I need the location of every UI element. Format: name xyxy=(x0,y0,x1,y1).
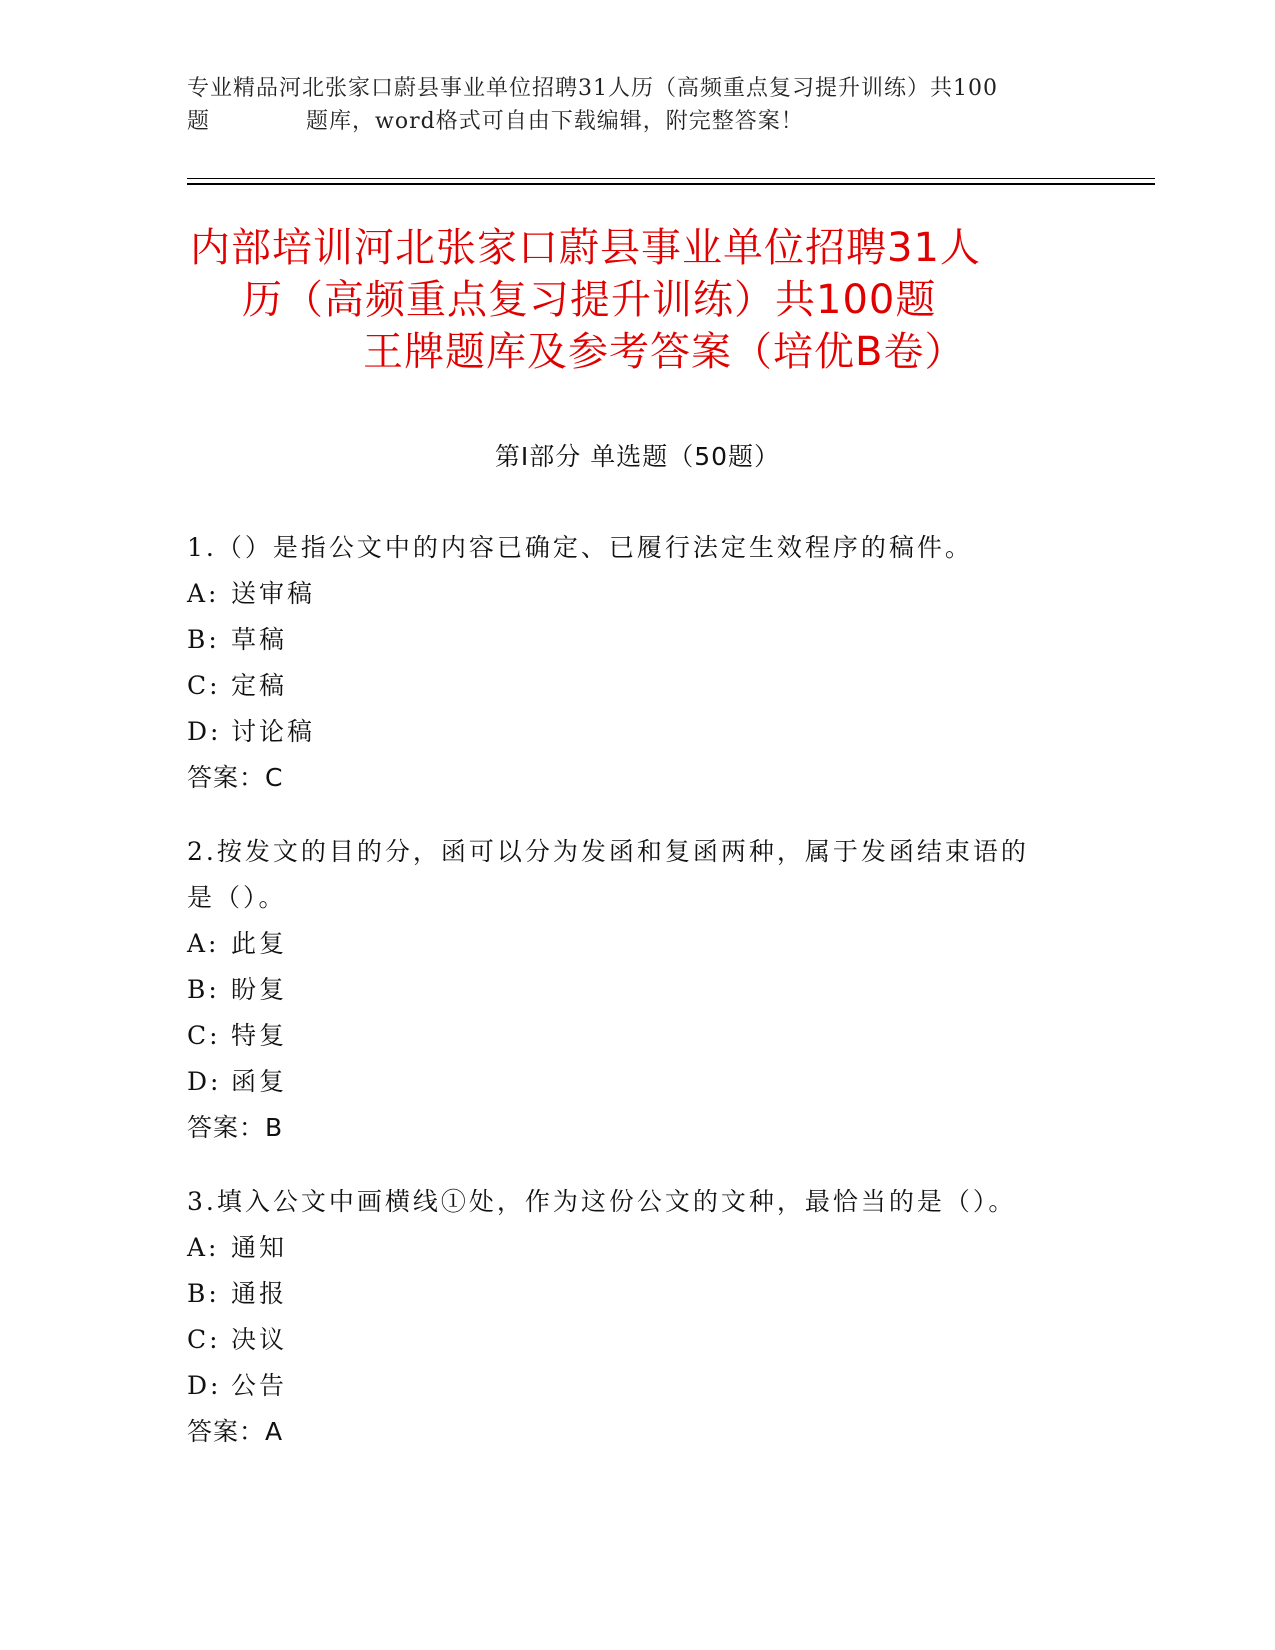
option-label: B: xyxy=(187,1279,220,1308)
answer-line: 答案：A xyxy=(187,1417,284,1446)
section-title: 第Ⅰ部分 单选题（50题） xyxy=(494,442,781,471)
option-label: A: xyxy=(187,1233,220,1262)
question-stem: 2.按发文的目的分，函可以分为发函和复函两种，属于发函结束语的 xyxy=(187,837,1029,866)
option-text: 送审稿 xyxy=(231,579,316,608)
option-label: C: xyxy=(187,1325,221,1354)
title-line-3: 王牌题库及参考答案（培优B卷） xyxy=(363,329,966,375)
question-2 xyxy=(187,829,1087,1151)
header-line-2 xyxy=(187,105,1087,138)
option-text: 决议 xyxy=(231,1325,288,1354)
option-c xyxy=(187,1013,1087,1059)
question-list xyxy=(187,525,1087,1483)
option-text: 讨论稿 xyxy=(231,717,316,746)
option-text: 函复 xyxy=(231,1067,288,1096)
question-1 xyxy=(187,525,1087,801)
option-d xyxy=(187,1363,1087,1409)
option-text: 盼复 xyxy=(231,975,288,1004)
option-label: D: xyxy=(187,717,222,746)
option-text: 通报 xyxy=(231,1279,288,1308)
option-label: B: xyxy=(187,975,220,1004)
title-line-1: 内部培训河北张家口蔚县事业单位招聘31人 xyxy=(190,225,981,271)
option-d xyxy=(187,1059,1087,1105)
option-a xyxy=(187,571,1087,617)
answer-line: 答案：C xyxy=(187,763,284,792)
question-3 xyxy=(187,1179,1087,1455)
header-divider-thin xyxy=(187,178,1155,179)
header-divider-thick xyxy=(187,183,1155,185)
option-text: 通知 xyxy=(231,1233,288,1262)
option-label: A: xyxy=(187,929,220,958)
option-label: C: xyxy=(187,671,221,700)
option-text: 公告 xyxy=(231,1371,288,1400)
title-line-2: 历（高频重点复习提升训练）共100题 xyxy=(242,277,937,323)
option-text: 定稿 xyxy=(231,671,288,700)
option-text: 草稿 xyxy=(231,625,288,654)
option-b xyxy=(187,617,1087,663)
option-label: A: xyxy=(187,579,220,608)
header-line-1: 专业精品河北张家口蔚县事业单位招聘31人历（高频重点复习提升训练）共100 xyxy=(187,76,998,101)
header-line-2-left: 题 xyxy=(187,109,211,134)
option-label: D: xyxy=(187,1371,222,1400)
option-a xyxy=(187,1225,1087,1271)
option-text: 特复 xyxy=(231,1021,288,1050)
question-stem: 3.填入公文中画横线①处，作为这份公文的文种，最恰当的是（）。 xyxy=(187,1187,1017,1216)
option-label: D: xyxy=(187,1067,222,1096)
answer-line: 答案：B xyxy=(187,1113,284,1142)
header-line-2-right: 题库，word格式可自由下载编辑，附完整答案！ xyxy=(306,109,804,134)
option-b xyxy=(187,1271,1087,1317)
option-b xyxy=(187,967,1087,1013)
option-c xyxy=(187,663,1087,709)
option-label: B: xyxy=(187,625,220,654)
option-a xyxy=(187,921,1087,967)
option-text: 此复 xyxy=(231,929,288,958)
document-title xyxy=(180,222,1100,378)
option-label: C: xyxy=(187,1021,221,1050)
question-stem-continued: 是（）。 xyxy=(187,883,287,912)
question-stem: 1.（）是指公文中的内容已确定、已履行法定生效程序的稿件。 xyxy=(187,533,973,562)
document-header xyxy=(187,72,1087,138)
option-d xyxy=(187,709,1087,755)
option-c xyxy=(187,1317,1087,1363)
